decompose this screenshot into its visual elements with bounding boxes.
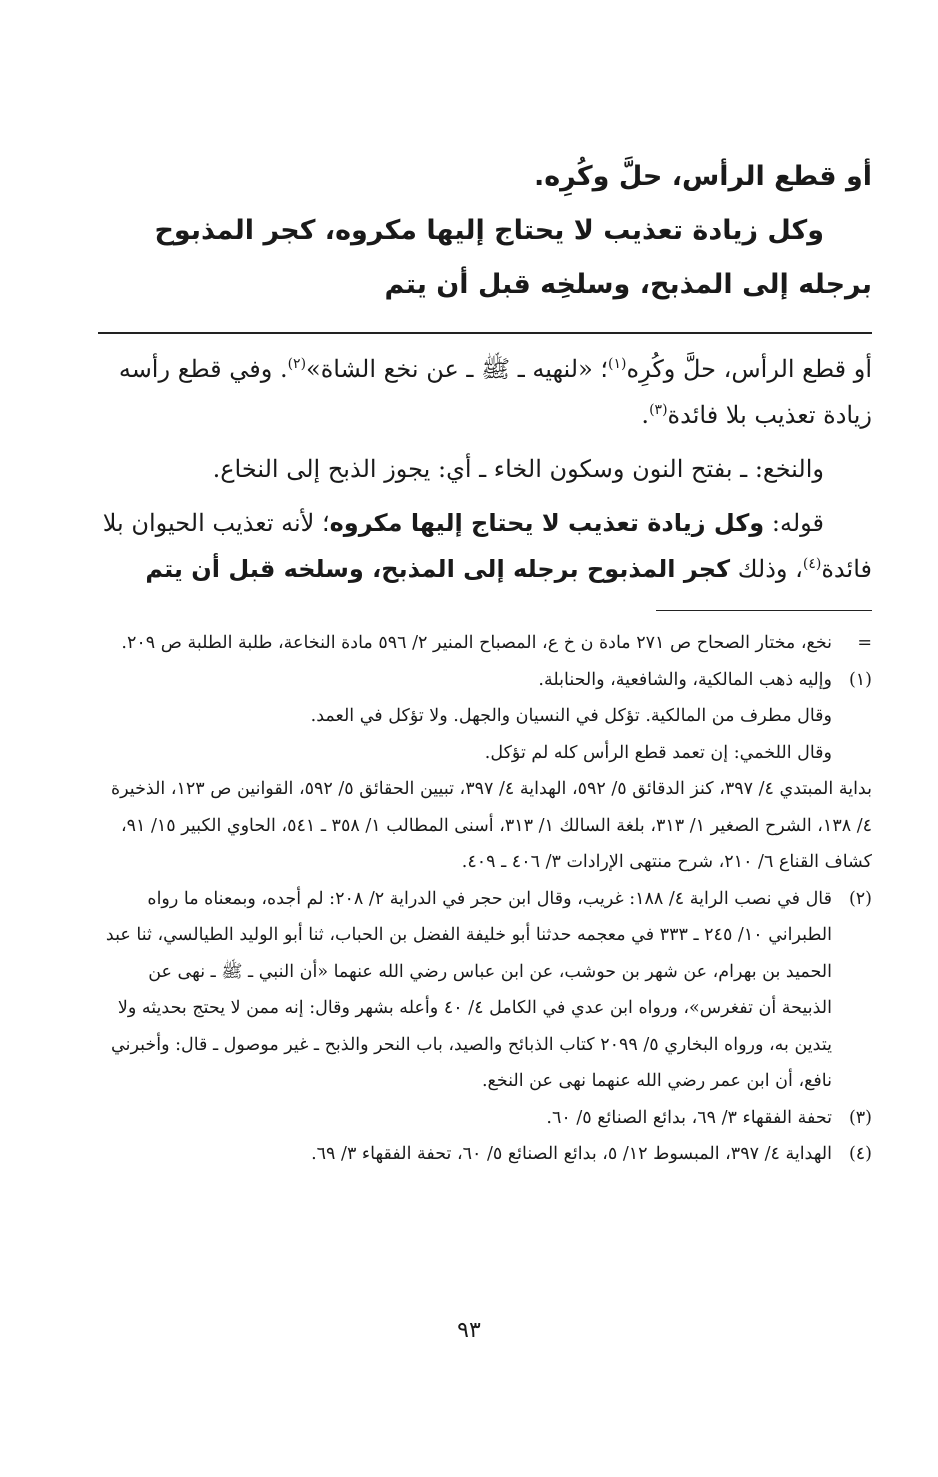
quoted-matn: وكل زيادة تعذيب لا يحتاج إليها مكروه bbox=[329, 509, 765, 537]
commentary-paragraph bbox=[98, 500, 872, 592]
book-page bbox=[98, 150, 872, 1173]
footnote-ref: (٤) bbox=[802, 556, 822, 572]
footnote-text: قال في نصب الراية ٤/ ١٨٨: غريب، وقال ابن حجر في الدراية ٢/ ٢٠٨: لم أجده، وبمعناه ما رواه الطبراني ١٠/ ٢٤٥ ـ ٣٣٣ في معجمه حدثنا أبو خليفة الفضل بن الحباب، ثنا أبو الوليد الطيالسي، ثنا عبد الحميد بن بهرام، عن شهر بن حوشب، عن ابن عباس رضي الله عنهما «أن النبي ـ ﷺ ـ نهى عن الذبيحة أن تفغرس»، ورواه ابن عدي في الكامل ٤/ ٤٠ وأعله بشهر وقال: إنه ممن لا يحتج بحديثه ولا يتدين به، ورواه البخاري ٥/ ٢٠٩٩ كتاب الذبائح والصيد، باب النحر والذبح ـ غير موصول ـ قال: وأخبرني نافع، أن ابن عمر رضي الله عنهما نهى عن النخع. bbox=[105, 888, 832, 1091]
main-divider bbox=[98, 332, 872, 334]
footnote-1 bbox=[98, 662, 872, 881]
footnote-marker: (٤) bbox=[848, 1144, 872, 1164]
footnote-text: وقال اللخمي: إن تعمد قطع الرأس كله لم تؤكل. bbox=[484, 742, 832, 763]
footnote-3 bbox=[98, 1100, 872, 1137]
quoted-matn: كجر المذبوح برجله إلى المذبح، وسلخه قبل أن يتم bbox=[145, 555, 731, 583]
footnote-marker: = bbox=[857, 633, 872, 653]
footnote-text: نخع، مختار الصحاح ص ٢٧١ مادة ن خ ع، المصباح المنير ٢/ ٥٩٦ مادة النخاعة، طلبة الطلبة ص ٢٠٩. bbox=[121, 633, 832, 653]
footnotes bbox=[98, 625, 872, 1173]
footnote-4 bbox=[98, 1136, 872, 1173]
matn-line: المذبح، وسلخِه قبل أن يتم bbox=[384, 269, 733, 300]
page-number: ٩٣ bbox=[457, 1318, 481, 1343]
matn-text bbox=[98, 150, 872, 312]
commentary-paragraph: والنخع: ـ بفتح النون وسكون الخاء ـ أي: يجوز الذبح إلى النخاع. bbox=[212, 455, 824, 483]
footnote-ref: (١) bbox=[608, 356, 627, 372]
commentary-text bbox=[98, 346, 872, 592]
footnote-text: وإليه ذهب المالكية، والشافعية، والحنابلة. bbox=[538, 669, 832, 690]
commentary-text-run: ، وذلك bbox=[730, 555, 803, 583]
matn-line: أو قطع الرأس، حلَّ وكُرِه. bbox=[533, 161, 872, 192]
footnote-ref: (٢) bbox=[287, 356, 307, 372]
footnote-divider bbox=[656, 610, 872, 611]
footnote-marker: (١) bbox=[848, 669, 872, 690]
commentary-paragraph bbox=[98, 346, 872, 438]
footnote-ref: (٣) bbox=[649, 402, 668, 418]
commentary-text-run: أو قطع الرأس، حلَّ وكُرِه bbox=[626, 355, 872, 383]
footnote-text: تحفة الفقهاء ٣/ ٦٩، بدائع الصنائع ٥/ ٦٠. bbox=[546, 1107, 832, 1128]
footnote-continued bbox=[98, 625, 872, 662]
footnote-marker: (٢) bbox=[848, 888, 872, 909]
footnote-2 bbox=[98, 881, 872, 1100]
matn-paragraph bbox=[98, 204, 872, 312]
matn-line: وكل زيادة تعذيب لا يحتاج إليها مكروه، كجر المذبوح برجله إلى bbox=[154, 215, 872, 300]
commentary-text-run: . وفي قطع رأسه زيادة تعذيب بلا فائدة bbox=[118, 355, 872, 429]
footnote-references: بداية المبتدي ٤/ ٣٩٧، كنز الدقائق ٥/ ٥٩٢، الهداية ٤/ ٣٩٧، تبيين الحقائق ٥/ ٥٩٢، القوانين ص ١٢٣، الذخيرة ٤/ ١٣٨، الشرح الصغير ١/ ٣١٣، بلغة السالك ١/ ٣١٣، أسنى المطالب ١/ ٣٥٨ ـ ٥٤١، الحاوي الكبير ١٥/ ٩١، كشاف القناع ٦/ ٢١٠، شرح منتهى الإرادات ٣/ ٤٠٦ ـ ٤٠٩. bbox=[110, 779, 872, 872]
footnote-text: وقال مطرف من المالكية. تؤكل في النسيان والجهل. ولا تؤكل في العمد. bbox=[310, 706, 832, 726]
commentary-text-run: . bbox=[641, 401, 650, 429]
footnote-text: الهداية ٤/ ٣٩٧، المبسوط ١٢/ ٥، بدائع الصنائع ٥/ ٦٠، تحفة الفقهاء ٣/ ٦٩. bbox=[311, 1144, 832, 1164]
footnote-marker: (٣) bbox=[848, 1107, 872, 1128]
commentary-text-run: ؛ «لنهيه ـ ﷺ ـ عن نخع الشاة» bbox=[306, 355, 609, 383]
commentary-text-run: قوله: bbox=[764, 509, 824, 537]
commentary-text-run: ؛ لأنه تعذيب الحيوان بلا فائدة bbox=[102, 509, 872, 583]
